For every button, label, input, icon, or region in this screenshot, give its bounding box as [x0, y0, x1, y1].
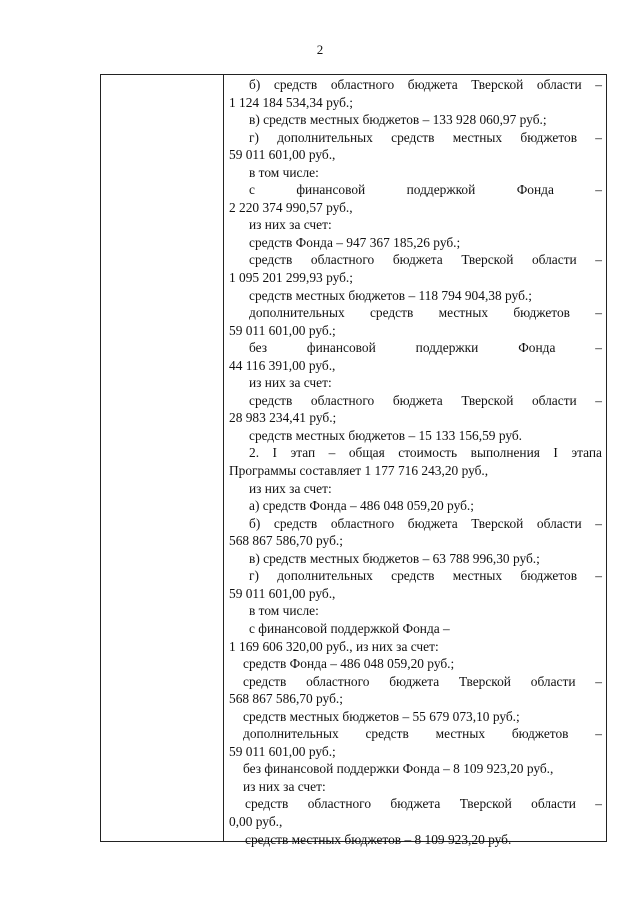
text-line: 59 011 601,00 руб., [229, 585, 336, 601]
table-text-cell [229, 76, 602, 848]
text-line: 28 983 234,41 руб.; [229, 410, 337, 426]
text-line: 1 095 201 299,93 руб.; [229, 270, 354, 286]
page-number: 2 [316, 42, 324, 57]
text-line: с финансовой поддержкой Фонда – [249, 182, 602, 198]
text-line: из них за счет: [249, 480, 332, 496]
text-line: дополнительных средств местных бюджетов – [243, 726, 602, 742]
text-line: г) дополнительных средств местных бюджетов – [249, 129, 602, 145]
text-line: а) средств Фонда – 486 048 059,20 руб.; [249, 498, 474, 514]
text-line: 2. I этап – общая стоимость выполнения I этапа [249, 445, 602, 461]
text-line: средств местных бюджетов – 8 109 923,20 руб. [245, 831, 512, 847]
text-line: 2 220 374 990,57 руб., [229, 199, 353, 215]
text-line: б) средств областного бюджета Тверской области – [249, 77, 602, 92]
text-line: средств местных бюджетов – 15 133 156,59 руб. [249, 427, 523, 443]
text-line: средств Фонда – 947 367 185,26 руб.; [249, 234, 461, 250]
text-line: 59 011 601,00 руб.; [229, 322, 336, 338]
text-line: средств местных бюджетов – 55 679 073,10 руб.; [243, 708, 520, 724]
text-line: 44 116 391,00 руб., [229, 357, 336, 373]
text-line: 568 867 586,70 руб.; [229, 533, 343, 549]
text-line: в том числе: [249, 603, 319, 619]
text-line: г) дополнительных средств местных бюджетов – [249, 568, 602, 584]
text-line: Программы составляет 1 177 716 243,20 руб., [229, 463, 489, 479]
text-line: 59 011 601,00 руб., [229, 147, 336, 163]
text-line: средств областного бюджета Тверской области – [243, 673, 602, 689]
text-line: с финансовой поддержкой Фонда – [249, 620, 450, 636]
text-line: средств местных бюджетов – 118 794 904,38 руб.; [249, 287, 532, 303]
text-line: из них за счет: [249, 217, 332, 233]
text-line: в том числе: [249, 164, 319, 180]
text-line: дополнительных средств местных бюджетов – [249, 305, 602, 321]
text-line: 1 169 606 320,00 руб., из них за счет: [229, 638, 439, 654]
text-line: из них за счет: [249, 375, 332, 391]
text-line: в) средств местных бюджетов – 63 788 996,30 руб.; [249, 550, 540, 566]
text-line: 0,00 руб., [229, 813, 283, 829]
text-line: 568 867 586,70 руб.; [229, 691, 343, 707]
column-divider [223, 75, 224, 841]
text-line: средств областного бюджета Тверской области – [249, 252, 602, 268]
text-line: без финансовой поддержки Фонда – 8 109 923,20 руб., [243, 761, 554, 777]
text-line: из них за счет: [243, 778, 326, 794]
text-line: средств Фонда – 486 048 059,20 руб.; [243, 656, 455, 672]
text-line: средств областного бюджета Тверской области – [249, 392, 602, 408]
document-table [100, 74, 607, 847]
text-line: средств областного бюджета Тверской области – [245, 796, 602, 812]
text-line: 1 124 184 534,34 руб.; [229, 94, 354, 110]
text-line: б) средств областного бюджета Тверской области – [249, 515, 602, 531]
text-line: в) средств местных бюджетов – 133 928 060,97 руб.; [249, 112, 547, 128]
text-line: 59 011 601,00 руб.; [229, 743, 336, 759]
text-line: без финансовой поддержки Фонда – [249, 340, 602, 356]
